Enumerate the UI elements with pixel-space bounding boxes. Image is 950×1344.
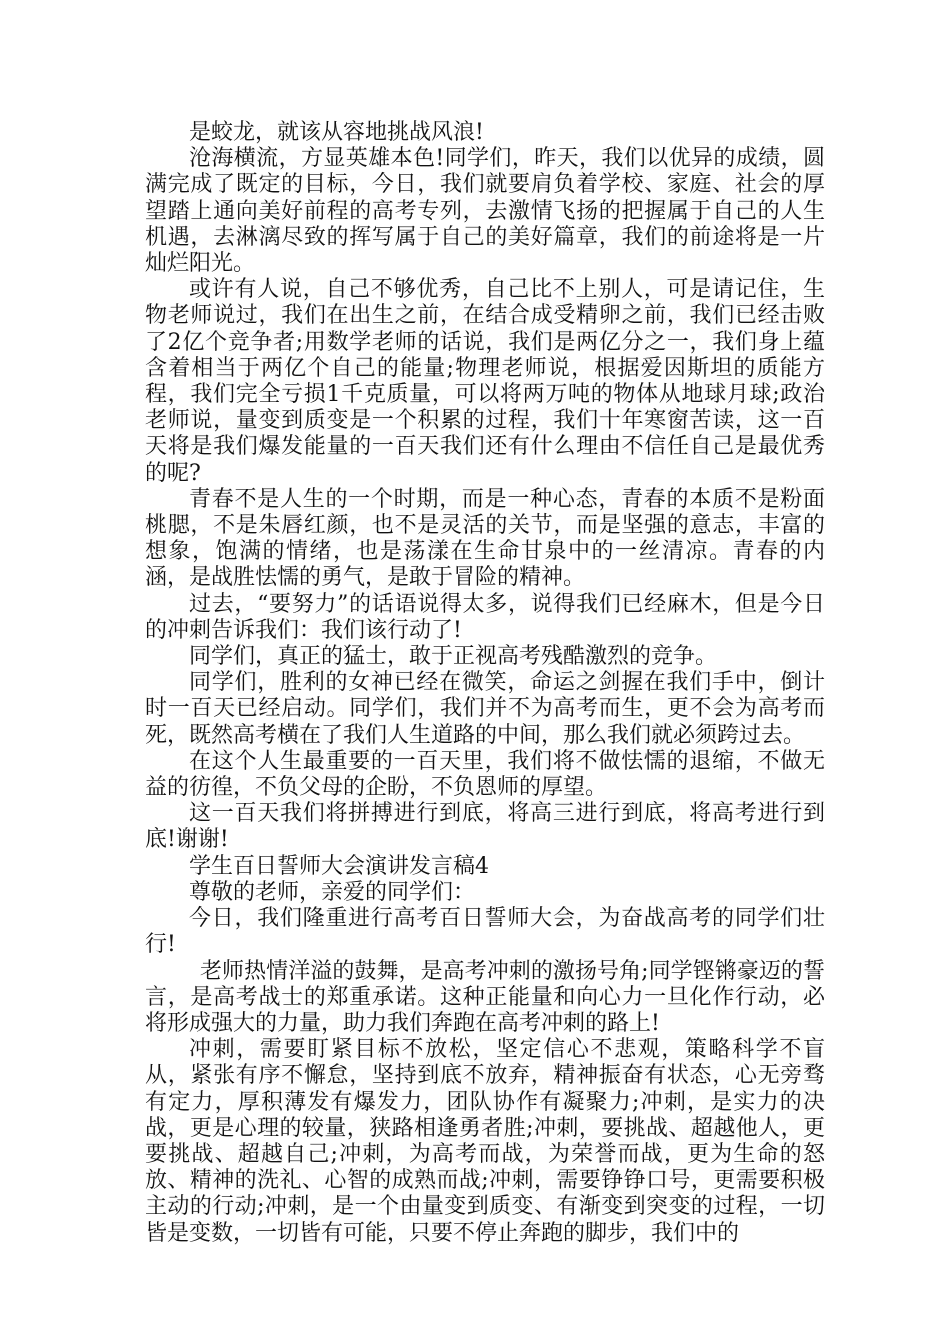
paragraph: 老师热情洋溢的鼓舞，是高考冲刺的激扬号角;同学铿锵豪迈的誓言，是高考战士的郑重承诺。这种正能量和向心力一旦化作行动，必将形成强大的力量，助力我们奔跑在高考冲刺的路上!	[145, 958, 825, 1036]
paragraph: 今日，我们隆重进行高考百日誓师大会，为奋战高考的同学们壮行!	[145, 906, 825, 958]
paragraph: 沧海横流，方显英雄本色!同学们，昨天，我们以优异的成绩，圆满完成了既定的目标，今日，我们就要肩负着学校、家庭、社会的厚望踏上通向美好前程的高考专列，去激情飞扬的把握属于自己的人生机遇，去淋漓尽致的挥写属于自己的美好篇章，我们的前途将是一片灿烂阳光。	[145, 146, 825, 277]
paragraph: 是蛟龙，就该从容地挑战风浪!	[189, 120, 484, 145]
paragraph: 同学们，真正的猛士，敢于正视高考残酷激烈的竞争。	[189, 644, 718, 670]
paragraph: 冲刺，需要盯紧目标不放松，坚定信心不悲观，策略科学不盲从，紧张有序不懈怠，坚持到底不放弃，精神振奋有状态，心无旁骛有定力，厚积薄发有爆发力，团队协作有凝聚力;冲刺，是实力的决战，更是心理的较量，狭路相逢勇者胜;冲刺，要挑战、超越他人，更要挑战、超越自己;冲刺，为高考而战，为荣誉而战，更为生命的怒放、精神的洗礼、心智的成熟而战;冲刺，需要铮铮口号，更需要积极主动的行动;冲刺，是一个由量变到质变、有渐变到突变的过程，一切皆是变数，一切皆有可能，只要不停止奔跑的脚步，我们中的	[145, 1037, 825, 1246]
paragraph: 同学们，胜利的女神已经在微笑，命运之剑握在我们手中，倒计时一百天已经启动。同学们，我们并不为高考而生，更不会为高考而死，既然高考横在了我们人生道路的中间，那么我们就必须跨过去。	[145, 670, 825, 748]
section-heading: 学生百日誓师大会演讲发言稿4	[189, 853, 489, 879]
paragraph: 过去，“要努力”的话语说得太多，说得我们已经麻木，但是今日的冲刺告诉我们：我们该行动了!	[145, 591, 825, 643]
paragraph: 在这个人生最重要的一百天里，我们将不做怯懦的退缩，不做无益的彷徨，不负父母的企盼，不负恩师的厚望。	[145, 748, 825, 801]
paragraph: 青春不是人生的一个时期，而是一种心态，青春的本质不是粉面桃腮，不是朱唇红颜，也不是灵活的关节，而是坚强的意志，丰富的想象，饱满的情绪，也是荡漾在生命甘泉中的一丝清凉。青春的内涵，是战胜怯懦的勇气，是敢于冒险的精神。	[145, 486, 825, 591]
salutation: 尊敬的老师，亲爱的同学们：	[189, 879, 476, 905]
paragraph: 或许有人说，自己不够优秀，自己比不上别人，可是请记住，生物老师说过，我们在出生之前，在结合成受精卵之前，我们已经击败了2亿个竞争者;用数学老师的话说，我们是两亿分之一，我们身上蕴含着相当于两亿个自己的能量;物理老师说，根据爱因斯坦的质能方程，我们完全亏损1千克质量，可以将两万吨的物体从地球月球;政治老师说，量变到质变是一个积累的过程，我们十年寒窗苦读，这一百天将是我们爆发能量的一百天我们还有什么理由不信任自己是最优秀的呢?	[145, 277, 825, 486]
document-body	[145, 120, 825, 1247]
paragraph: 这一百天我们将拼搏进行到底，将高三进行到底，将高考进行到底!谢谢!	[145, 801, 825, 853]
